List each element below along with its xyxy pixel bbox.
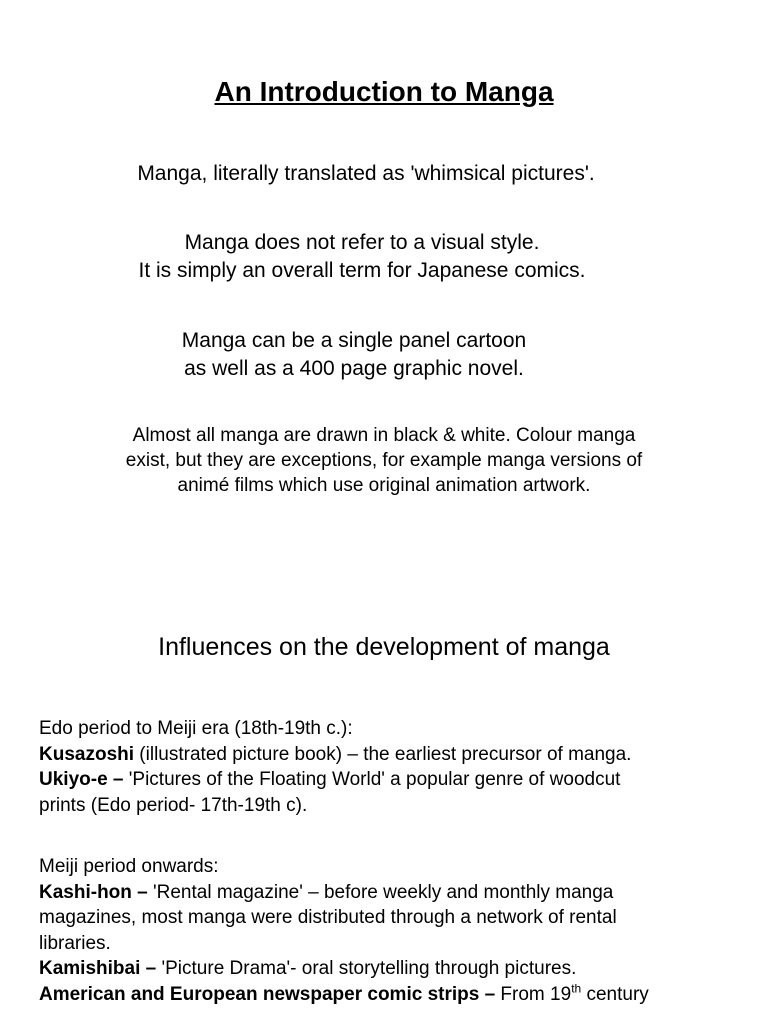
- meiji-section: [39, 854, 759, 1007]
- intro-p1-text: Manga, literally translated as 'whimsical pictures'.: [137, 162, 595, 185]
- intro-p4-line-1: Almost all manga are drawn in black & white. Colour manga: [132, 425, 636, 446]
- kamishibai-description: 'Picture Drama'- oral storytelling through pictures.: [156, 958, 577, 979]
- intro-p2-line-1: Manga does not refer to a visual style.: [184, 231, 540, 254]
- intro-p4-line-2: exist, but they are exceptions, for example manga versions of: [125, 450, 643, 471]
- kusazoshi-description: (illustrated picture book) – the earliest precursor of manga.: [134, 743, 632, 765]
- intro-p3-line-1: Manga can be a single panel cartoon: [181, 329, 527, 352]
- kusazoshi-term: Kusazoshi: [39, 743, 135, 765]
- kashihon-description-cont-1: magazines, most manga were distributed through a network of rental: [39, 907, 617, 928]
- page-title: An Introduction to Manga: [214, 76, 554, 107]
- american-european-entry: [39, 982, 759, 1008]
- intro-p4-line-3: animé films which use original animation artwork.: [177, 475, 591, 496]
- kashihon-description: 'Rental magazine' – before weekly and monthly manga: [147, 881, 614, 903]
- american-european-description: From 19: [495, 983, 572, 1005]
- intro-p2-line-2: It is simply an overall term for Japanese comics.: [138, 259, 586, 282]
- ukiyoe-entry: [39, 767, 759, 793]
- kusazoshi-entry: [39, 742, 759, 768]
- kamishibai-term: Kamishibai –: [39, 958, 157, 979]
- ukiyoe-description-cont: prints (Edo period- 17th-19th c).: [39, 794, 308, 816]
- kashihon-description-cont-2: libraries.: [39, 932, 111, 954]
- kamishibai-entry: [39, 956, 759, 982]
- century-superscript: th: [571, 981, 582, 996]
- influences-heading: Influences on the development of manga: [158, 633, 610, 661]
- intro-paragraph-1: [0, 160, 750, 188]
- intro-paragraph-3: [0, 327, 738, 383]
- intro-paragraph-4: [0, 423, 768, 498]
- ukiyoe-description: 'Pictures of the Floating World' a popular genre of woodcut: [123, 769, 621, 790]
- kashihon-entry: [39, 880, 759, 906]
- edo-section: [39, 716, 759, 818]
- ukiyoe-term: Ukiyo-e –: [39, 769, 124, 790]
- kashihon-term: Kashi-hon –: [39, 881, 148, 903]
- intro-p3-line-2: as well as a 400 page graphic novel.: [184, 357, 524, 380]
- american-european-term: American and European newspaper comic strips –: [39, 983, 496, 1005]
- intro-paragraph-2: [0, 229, 746, 285]
- edo-period-label: Edo period to Meiji era (18th-19th c.):: [39, 718, 353, 739]
- american-european-description-end: century: [581, 983, 649, 1005]
- meiji-period-label: Meiji period onwards:: [39, 856, 219, 877]
